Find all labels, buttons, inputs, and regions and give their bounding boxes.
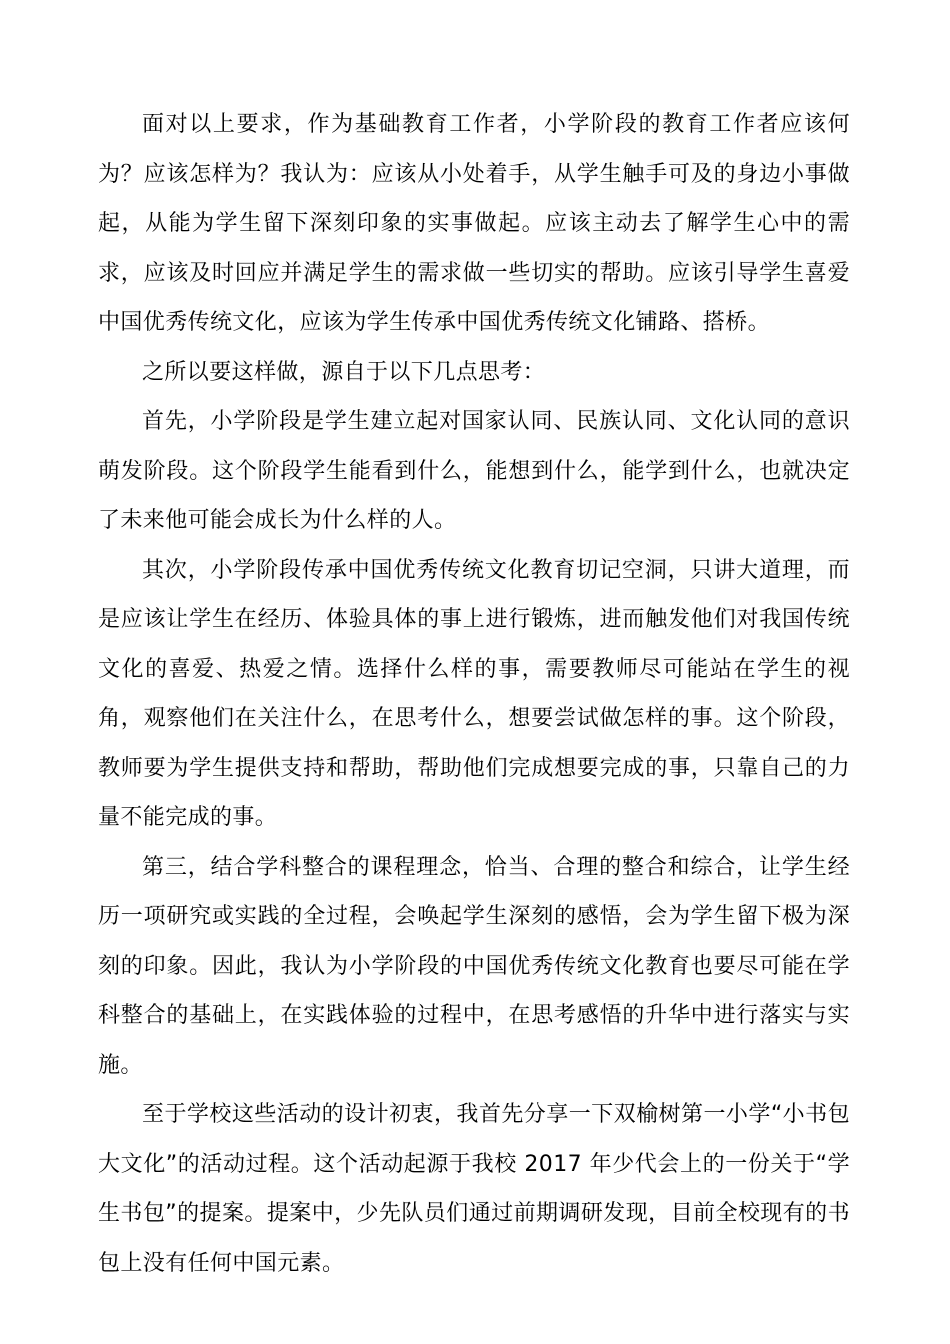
paragraph-3: 首先，小学阶段是学生建立起对国家认同、民族认同、文化认同的意识萌发阶段。这个阶段学生能看到什么，能想到什么，能学到什么，也就决定了未来他可能会成长为什么样的人。 xyxy=(98,409,850,533)
paragraph-2: 之所以要这样做，源自于以下几点思考： xyxy=(142,359,546,385)
paragraph-4: 其次，小学阶段传承中国优秀传统文化教育切记空洞，只讲大道理，而是应该让学生在经历、体验具体的事上进行锻炼，进而触发他们对我国传统文化的喜爱、热爱之情。选择什么样的事，需要教师尽可能站在学生的视角，观察他们在关注什么，在思考什么，想要尝试做怎样的事。这个阶段，教师要为学生提供支持和帮助，帮助他们完成想要完成的事，只靠自己的力量不能完成的事。 xyxy=(98,557,850,830)
paragraph-1: 面对以上要求，作为基础教育工作者，小学阶段的教育工作者应该何为？应该怎样为？我认为：应该从小处着手，从学生触手可及的身边小事做起，从能为学生留下深刻印象的实事做起。应该主动去了解学生心中的需求，应该及时回应并满足学生的需求做一些切实的帮助。应该引导学生喜爱中国优秀传统文化，应该为学生传承中国优秀传统文化铺路、搭桥。 xyxy=(98,112,850,335)
paragraph-6: 至于学校这些活动的设计初衷，我首先分享一下双榆树第一小学“小书包大文化”的活动过程。这个活动起源于我校 2017 年少代会上的一份关于“学生书包”的提案。提案中，少先队员们通过前期调研发现，目前全校现有的书包上没有任何中国元素。 xyxy=(98,1102,850,1276)
paragraph-5: 第三，结合学科整合的课程理念，恰当、合理的整合和综合，让学生经历一项研究或实践的全过程，会唤起学生深刻的感悟，会为学生留下极为深刻的印象。因此，我认为小学阶段的中国优秀传统文化教育也要尽可能在学科整合的基础上，在实践体验的过程中，在思考感悟的升华中进行落实与实施。 xyxy=(98,854,850,1078)
document-body xyxy=(98,100,850,1288)
